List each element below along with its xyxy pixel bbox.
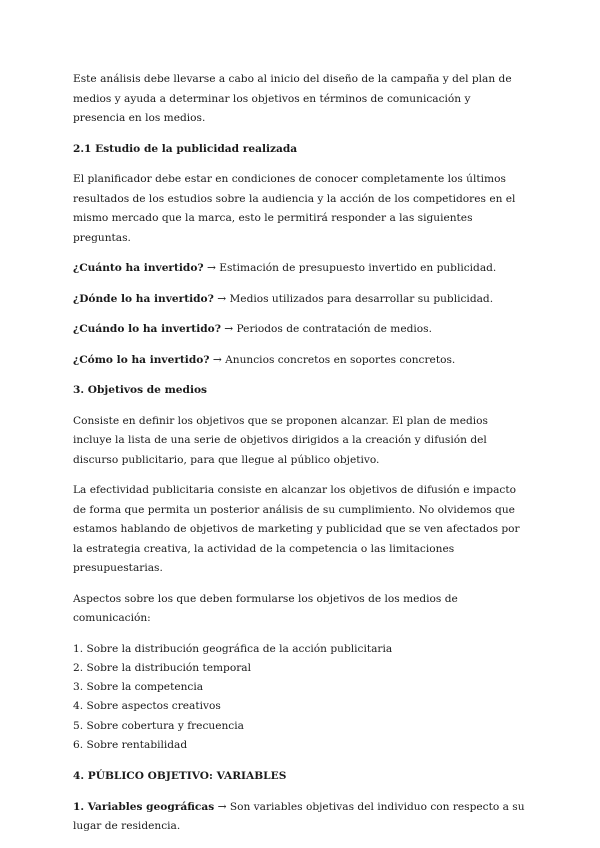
question-item xyxy=(73,320,525,340)
list-item: 6. Sobre rentabilidad xyxy=(73,738,188,751)
variable-label: 1. Variables geográficas xyxy=(73,800,215,813)
document-page xyxy=(73,70,525,848)
question-item xyxy=(73,290,525,310)
question-answer: → Medios utilizados para desarrollar su publicidad. xyxy=(213,292,494,305)
section-3-paragraph-1: Consiste en definir los objetivos que se proponen alcanzar. El plan de medios incluye la lista de una serie de objetivos dirigidos a la creación y difusión del discurso publicitario, para que llegue al público objetivo. xyxy=(73,414,488,466)
section-heading-4: 4. PÚBLICO OBJETIVO: VARIABLES xyxy=(73,770,287,783)
question-item xyxy=(73,259,525,279)
question-label: ¿Cómo lo ha invertido? xyxy=(73,353,210,366)
list-item: 3. Sobre la competencia xyxy=(73,681,204,694)
section-3-paragraph-3: Aspectos sobre los que deben formularse los objetivos de los medios de comunicación: xyxy=(73,592,458,624)
question-answer: → Anuncios concretos en soportes concretos. xyxy=(209,353,456,366)
section-4-item xyxy=(73,798,525,837)
objectives-list xyxy=(73,640,525,756)
question-label: ¿Cuánto ha invertido? xyxy=(73,262,204,274)
section-2-1-paragraph: El planificador debe estar en condiciones de conocer completamente los últimos resultados de los estudios sobre la audiencia y la acción de los competidores en el mismo mercado que la marca, esto le permitirá responder a las siguientes preguntas. xyxy=(73,173,516,244)
question-label: ¿Cuándo lo ha invertido? xyxy=(73,323,221,335)
list-item: 1. Sobre la distribución geográfica de la acción publicitaria xyxy=(73,642,393,655)
section-heading-3: 3. Objetivos de medios xyxy=(73,384,207,396)
intro-paragraph: Este análisis debe llevarse a cabo al inicio del diseño de la campaña y del plan de medios y ayuda a determinar los objetivos en términos de comunicación y presencia en los medios. xyxy=(73,73,512,124)
list-item: 2. Sobre la distribución temporal xyxy=(73,661,251,674)
question-answer: → Estimación de presupuesto invertido en publicidad. xyxy=(203,262,497,274)
list-item: 5. Sobre cobertura y frecuencia xyxy=(73,719,244,732)
variable-text: → Son variables objetivas del individuo con respecto a su lugar de residencia. xyxy=(73,800,525,833)
section-heading-2-1: 2.1 Estudio de la publicidad realizada xyxy=(73,142,298,155)
question-answer: → Periodos de contratación de medios. xyxy=(220,323,432,335)
list-item: 4. Sobre aspectos creativos xyxy=(73,700,221,713)
question-label: ¿Dónde lo ha invertido? xyxy=(73,292,214,305)
question-item xyxy=(73,351,525,371)
section-3-paragraph-2: La efectividad publicitaria consiste en alcanzar los objetivos de difusión e impacto de forma que permita un posterior análisis de su cumplimiento. No olvidemos que estamos hablando de objetivos de marketing y publicidad que se ven afectados por la estrategia creativa, la actividad de la competencia o las limitaciones presupuestarias. xyxy=(73,484,520,574)
